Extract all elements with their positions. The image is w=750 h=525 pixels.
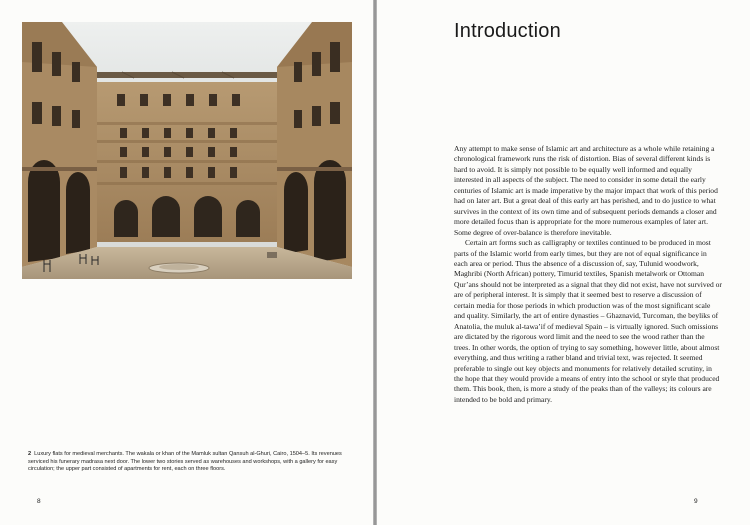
page-number-left: 8	[37, 498, 41, 505]
wakala-courtyard-image	[22, 22, 352, 279]
caption-text: Luxury flats for medieval merchants. The wakala or khan of the Mamluk sultan Qansuh al-Ghuri, Cairo, 1504–5. Its revenues serviced his funerary madrasa next door. The lower two stories served as warehouses and workshops, with a gallery for easy circulation; the upper part consisted of apartments for rent, each on three floors.	[28, 451, 342, 473]
right-page	[377, 0, 750, 525]
page-number-right: 9	[694, 498, 698, 505]
figure-caption	[28, 451, 348, 474]
figure-number: 2	[28, 451, 32, 457]
paragraph-1: Any attempt to make sense of Islamic art and architecture as a whole while retaining a chronological framework runs the risk of distortion. Bias of several different kinds is hard to avoid. It is simply not possible to be equally well informed and equally interested in all aspects of the subject. The need to consider in some detail the early centuries of Islamic art is made imperative by the major impact that work of this period had on later art. But a great deal of this early art has perished, and to do justice to what survives in the context of its own time and of subsequent periods demands a closer and more detailed focus than is appropriate for the more numerous examples of later art. Some degree of over-balance is therefore inevitable.	[454, 144, 718, 237]
chapter-title: Introduction	[454, 20, 561, 42]
chapter-body-text	[454, 144, 722, 405]
left-page	[0, 0, 373, 525]
courtyard-photograph	[22, 22, 352, 279]
paragraph-2: Certain art forms such as calligraphy or textiles continued to be produced in most parts of the Islamic world from early times, but they are not of equal significance in each area or period. Thus the absence of a discussion of, say, Tulunid woodwork, Maghribi (North African) pottery, Timurid textiles, Spanish metalwork or Ottoman Qur’ans should not be interpreted as a signal that they did not exist, have not survived or are of peripheral interest. It is simply that it seemed best to reserve a discussion of certain media for those periods in which production was of the most significant scale and quality. Similarly, the art of entire dynasties – Ghaznavid, Turcoman, the beyliks of Anatolia, the muluk al-tawa’if of medieval Spain – is virtually ignored. Such omissions are dictated by the rigorous word limit and the need to see the wood rather than the trees. In other words, the option of trying to say something, however little, about almost everything, and thus writing a rather bland and trivial text, was rejected. It seemed preferable to single out key objects and monuments for relatively detailed scrutiny, in the hope that they would provide a means of entry into the school or style that produced them. This book, then, is more a study of the peaks than of the valleys; its colours are intended to be bold and primary.	[454, 238, 722, 404]
